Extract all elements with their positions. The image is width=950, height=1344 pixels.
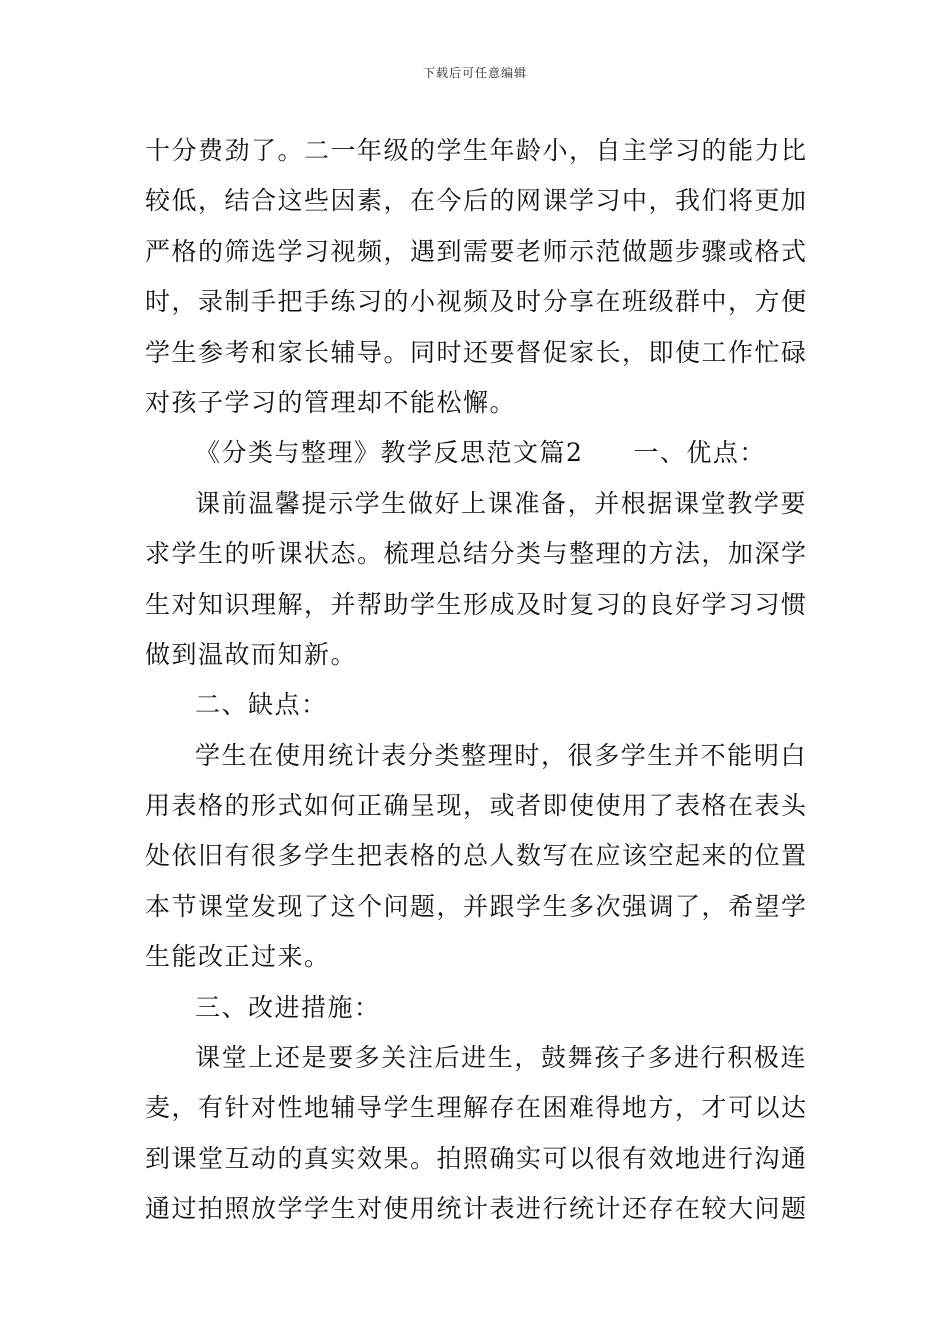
article-title: 《分类与整理》教学反思范文篇2	[195, 438, 584, 468]
paragraph-line: 学生参考和家长辅导。同时还要督促家长，即使工作忙碌	[145, 337, 808, 367]
page-header-note: 下载后可任意编辑	[422, 66, 527, 80]
paragraph-line: 本节课堂发现了这个问题，并跟学生多次强调了，希望学	[145, 891, 808, 921]
paragraph-line: 对孩子学习的管理却不能松懈。	[145, 387, 517, 417]
paragraph-line: 通过拍照放学学生对使用统计表进行统计还存在较大问题	[145, 1194, 808, 1224]
article-title-line	[145, 428, 807, 478]
section-heading-improvements: 三、改进措施：	[195, 992, 381, 1022]
paragraph-line: 十分费劲了。二一年级的学生年龄小，自主学习的能力比	[145, 136, 808, 165]
document-body	[145, 126, 807, 1235]
paragraph-line: 用表格的形式如何正确呈现，或者即使使用了表格在表头	[145, 791, 808, 821]
paragraph-line: 做到温故而知新。	[145, 639, 358, 669]
paragraph-line: 生能改正过来。	[145, 942, 331, 972]
paragraph-line: 时，录制手把手练习的小视频及时分享在班级群中，方便	[145, 287, 808, 317]
paragraph-line: 课堂上还是要多关注后进生，鼓舞孩子多进行积极连	[195, 1043, 807, 1073]
paragraph-line: 生对知识理解，并帮助学生形成及时复习的良好学习习惯	[145, 589, 808, 619]
paragraph-line: 到课堂互动的真实效果。拍照确实可以很有效地进行沟通	[145, 1143, 808, 1173]
paragraph-line: 课前温馨提示学生做好上课准备，并根据课堂教学要	[195, 488, 807, 518]
section-heading-advantages: 一、优点：	[633, 438, 766, 468]
paragraph-line: 处依旧有很多学生把表格的总人数写在应该空起来的位置	[145, 841, 808, 871]
paragraph-line: 较低，结合这些因素，在今后的网课学习中，我们将更加	[145, 186, 808, 216]
paragraph-line: 求学生的听课状态。梳理总结分类与整理的方法，加深学	[145, 539, 808, 569]
paragraph-line: 严格的筛选学习视频，遇到需要老师示范做题步骤或格式	[145, 236, 808, 266]
paragraph-line: 学生在使用统计表分类整理时，很多学生并不能明白	[195, 740, 807, 770]
section-heading-disadvantages: 二、缺点：	[195, 690, 328, 720]
paragraph-line: 麦，有针对性地辅导学生理解存在困难得地方，才可以达	[145, 1093, 808, 1123]
